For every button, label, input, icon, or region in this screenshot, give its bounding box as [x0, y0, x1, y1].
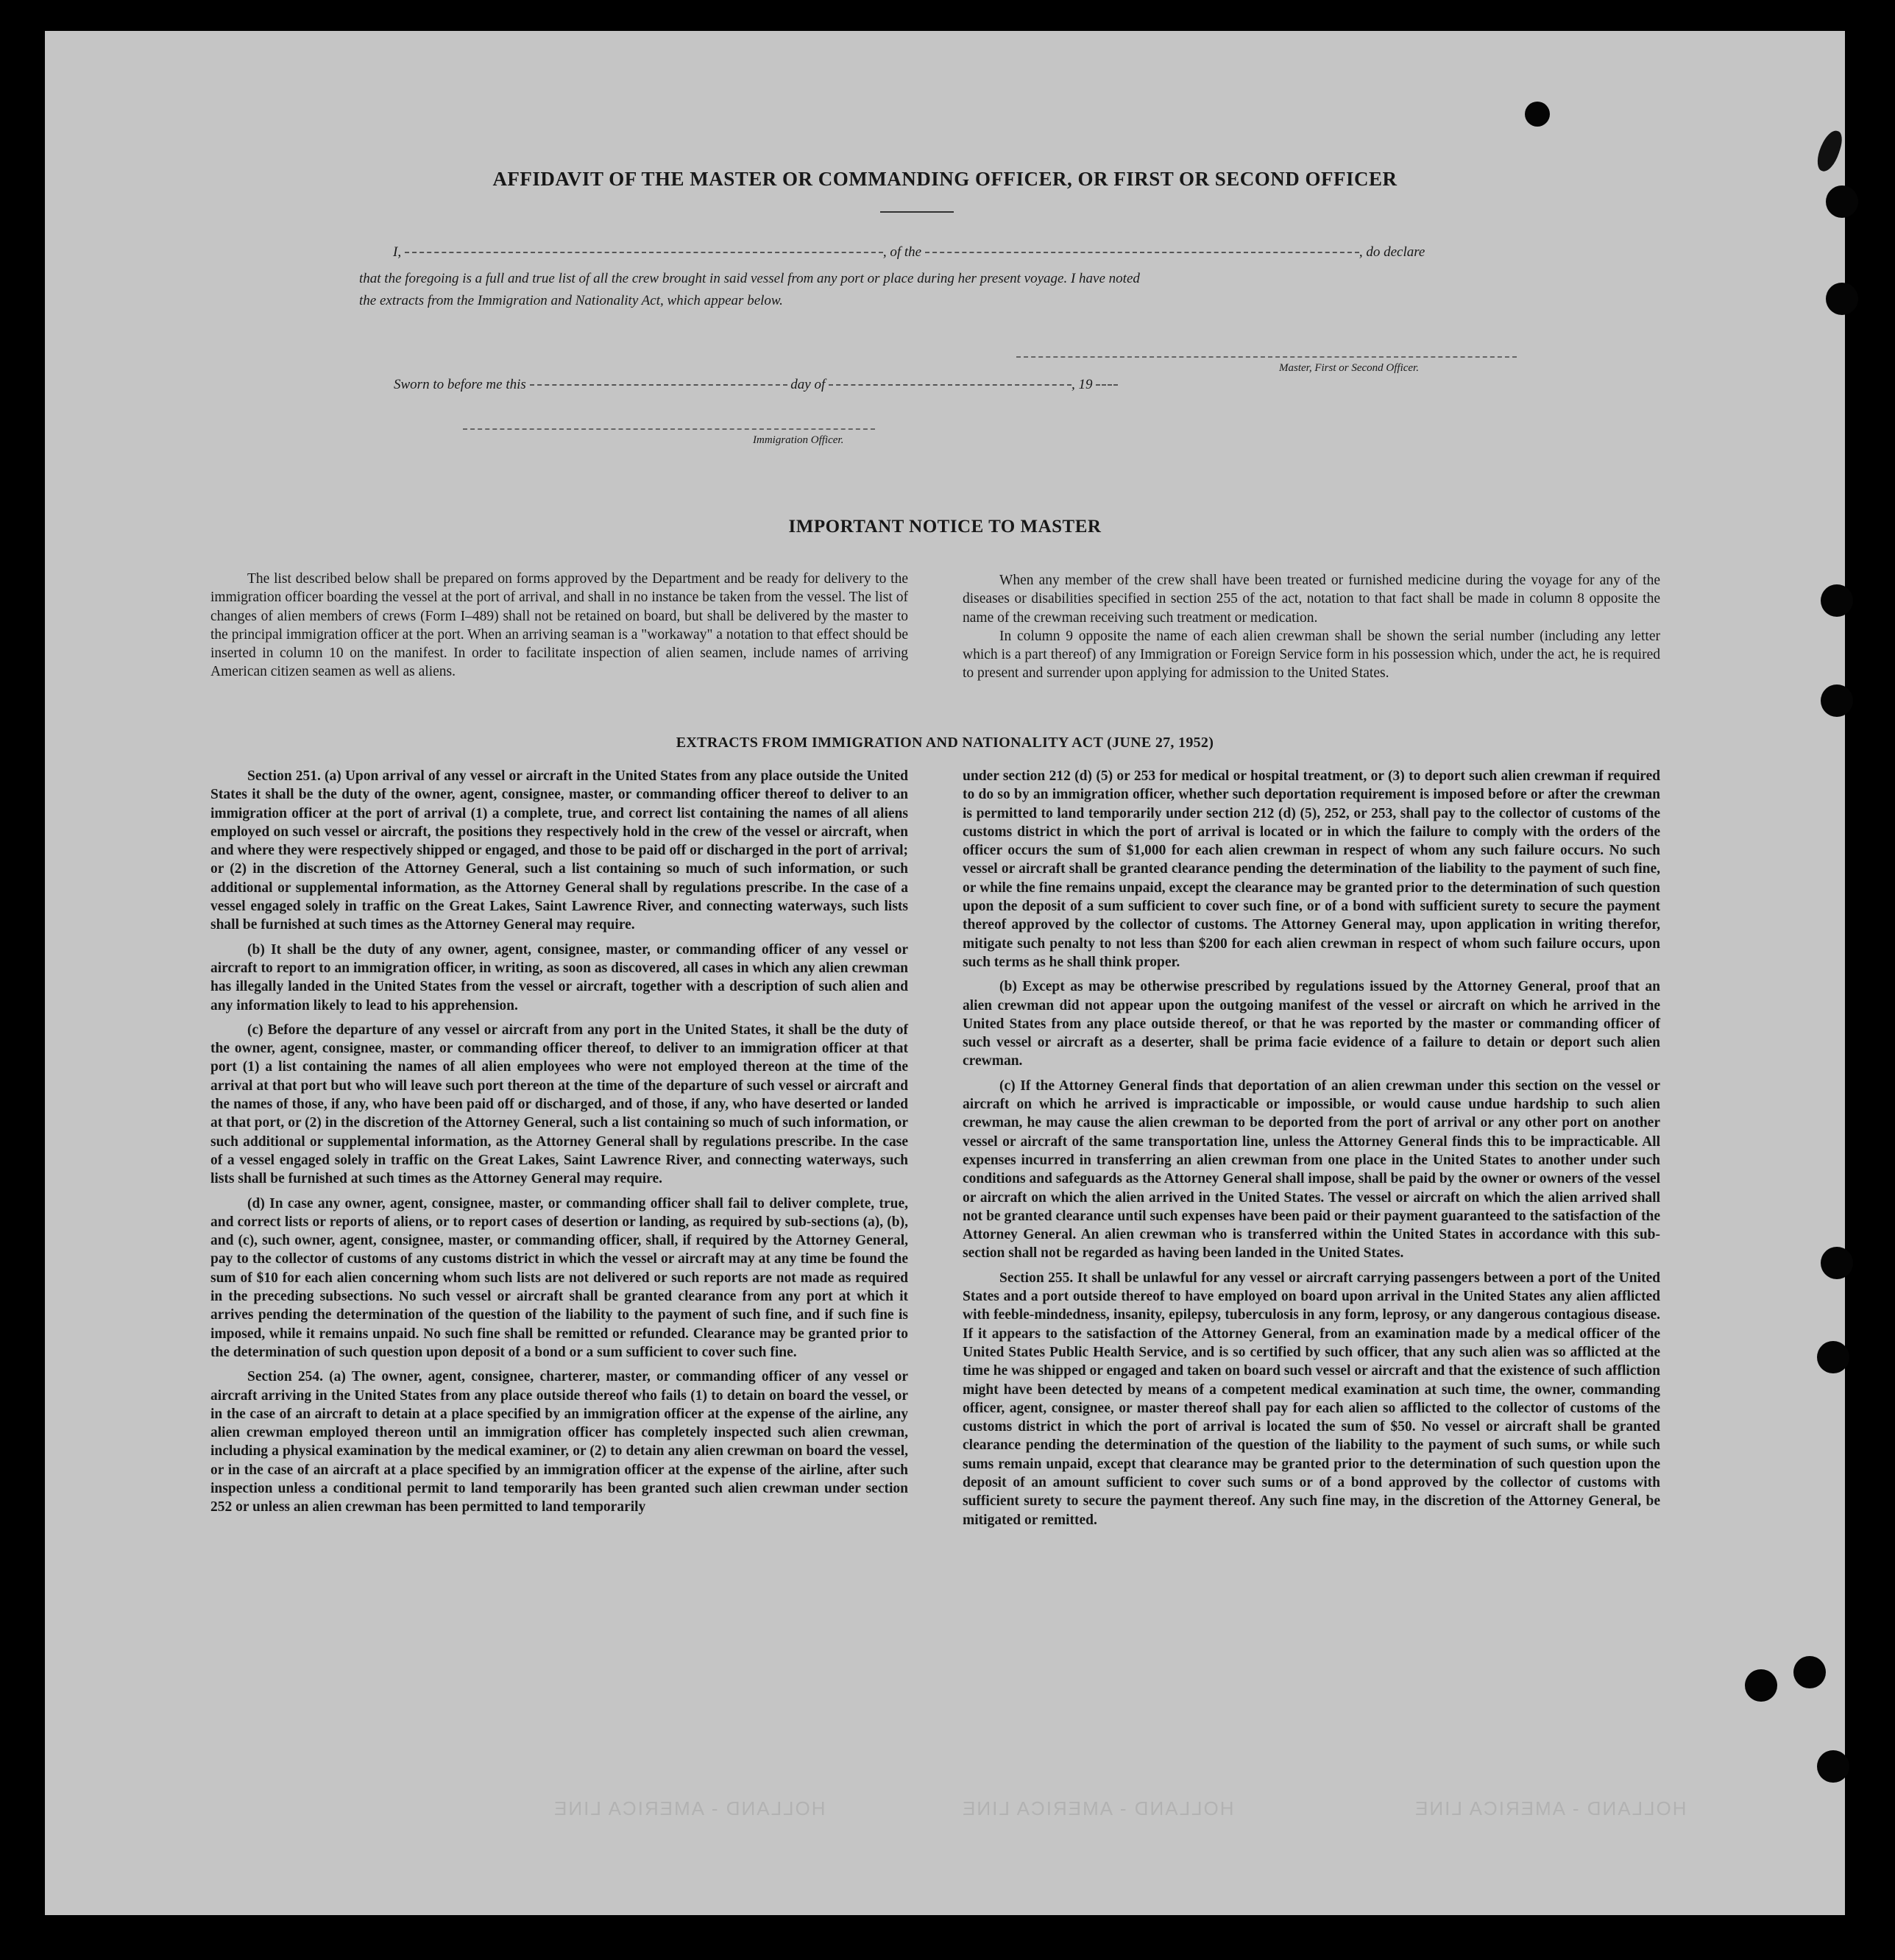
officer-caption: Immigration Officer.: [753, 434, 844, 446]
statute-paragraph: (b) Except as may be otherwise prescribed by regulations issued by the Attorney General, proof that an alien crewman did not appear upon the outgoing manifest of the vessel or aircraft on which he arrived in the United States from any place outside thereof, or that he was reported by the master or commanding officer of such vessel or aircraft as a deserter, shall be prima facie evidence of a failure to detain or deport such alien crewman.: [963, 979, 1660, 1069]
document-page: [45, 31, 1845, 1915]
binder-hole: [1821, 1247, 1853, 1279]
sworn-year: , 19: [1072, 377, 1093, 392]
binder-hole: [1821, 684, 1853, 717]
binder-hole: [1817, 1750, 1849, 1783]
sworn-date-blank: [530, 383, 787, 386]
declaration-line-3: the extracts from the Immigration and Nationality Act, which appear below.: [359, 293, 783, 308]
sworn-day-of: day of: [790, 377, 826, 392]
statute-paragraph: Section 255. It shall be unlawful for any vessel or aircraft carrying passengers between a port of the United States and a port outside thereof to have employed on board upon arrival in the United States any alien afflicted with feeble-mindedness, insanity, epilepsy, tuberculosis in any form, leprosy, or any dangerous contagious disease. If it appears to the satisfaction of the Attorney General, from an examination made by a medical officer of the United States Public Health Service, and is so certified by such officer, that any such alien was so afflicted at the time he was shipped or engaged and taken on board such vessel or aircraft and that the existence of such affliction might have been detected by means of a competent medical examination at such time, the owner, commanding officer, agent, consignee, or master thereof shall pay for each alien so afflicted to the collector of customs of the customs district in which the port of arrival is located the sum of $50. No vessel or aircraft shall be granted clearance pending the determination of the question of the liability to the payment of such sums, or while such sums remain unpaid, except that clearance may be granted prior to the determination of such question upon the deposit of an amount sufficient to cover such sums or of a bond approved by the collector of customs with sufficient surety to secure the payment thereof. Any such fine may, in the discretion of the Attorney General, be mitigated or remitted.: [963, 1270, 1660, 1528]
notice-title: IMPORTANT NOTICE TO MASTER: [788, 517, 1102, 537]
declaration-i: I,: [393, 244, 402, 260]
binder-hole: [1826, 283, 1858, 315]
notice-paragraph: When any member of the crew shall have been treated or furnished medicine during the voyage for any of the diseases or disabilities specified in section 255 of the act, notation to that fact shall be made in column 8 opposite the name of the crewman receiving such treatment or medication.: [963, 573, 1660, 626]
sworn-line: [394, 377, 1118, 393]
statute-paragraph: (b) It shall be the duty of any owner, agent, consignee, master, or commanding officer of any vessel or aircraft to report to an immigration officer, in writing, as soon as discovered, all cases in which any alien crewman has illegally landed in the United States from the vessel or aircraft, together with a description of such alien and any information likely to lead to his apprehension.: [210, 941, 908, 1013]
name-blank: [405, 251, 883, 253]
officer-signature-line: [463, 428, 875, 430]
declaration-line-2: that the foregoing is a full and true list of all the crew brought in said vessel from any port or place during her present voyage. I have noted: [359, 271, 1140, 286]
binder-hole: [1817, 1341, 1849, 1373]
notice-left-column: [210, 570, 908, 687]
statute-paragraph: (c) Before the departure of any vessel or aircraft from any port in the United States, it shall be the duty of the owner, agent, consignee, master, or commanding officer thereof, to deliver to an immigration officer at that port (1) a list containing the names of all alien employees who were not employed thereon at the time of the arrival at that port but who will leave such port thereon at the time of the departure of such vessel or aircraft and the names of those, if any, who have been paid off or discharged, and of those, if any, who have deserted or landed at that port, or (2) in the discretion of the Attorney General, such a list containing so much of such information, or such additional or supplemental information, as the Attorney General shall by regulations prescribe. In the case of a vessel engaged solely in traffic on the Great Lakes, Saint Lawrence River, and connecting waterways, such lists shall be furnished at such times as the Attorney General may require.: [210, 1022, 908, 1187]
declaration-of-the: , of the: [882, 244, 922, 260]
extracts-right-column: [963, 767, 1660, 1535]
title-underline: [880, 211, 954, 213]
vessel-blank: [925, 251, 1359, 253]
statute-paragraph: Section 251. (a) Upon arrival of any vessel or aircraft in the United States from any place outside the United States it shall be the duty of the owner, agent, consignee, master, or commanding officer thereof to deliver to an immigration officer at the port of arrival (1) a complete, true, and correct list containing the names of all aliens employed on such vessel or aircraft, the positions they respectively hold in the crew of the vessel or aircraft, when and where they were respectively shipped or engaged, and those to be paid off or discharged in the port of arrival; or (2) in the discretion of the Attorney General, such a list containing so much of such information, or such additional or supplemental information, as the Attorney General shall by regulations prescribe. In the case of a vessel engaged solely in traffic on the Great Lakes, Saint Lawrence River, and connecting waterways, such lists shall be furnished at such times as the Attorney General may require.: [210, 768, 908, 933]
bleed-through-stamp: HOLLAND - AMERICA LINE: [961, 1797, 1234, 1819]
master-signature-line: [1016, 356, 1517, 358]
sworn-month-blank: [829, 383, 1072, 386]
notice-right-column: [963, 571, 1660, 689]
binder-hole: [1745, 1669, 1777, 1702]
binder-hole: [1821, 584, 1853, 617]
declaration-do-declare: , do declare: [1359, 244, 1425, 260]
statute-paragraph: (d) In case any owner, agent, consignee, master, or commanding officer shall fail to deliver complete, true, and correct lists or reports of aliens, or to report cases of desertion or landing, as required by sub-sections (a), (b), and (c), such owner, agent, consignee, master, or commanding officer, shall, if required by the Attorney General, pay to the collector of customs of any customs district in which the vessel or aircraft may at any time be found the sum of $10 for each alien concerning whom such lists are not delivered or such reports are not made as required in the preceding subsections. No such vessel or aircraft shall be granted clearance from any port at which it arrives pending the determination of the question of the liability to the payment of such fine, and if such fine is imposed, while it remains unpaid. No such fine shall be remitted or refunded. Clearance may be granted prior to the determination of such question upon deposit of a bond or a sum sufficient to cover such fine.: [210, 1195, 908, 1360]
notice-paragraph: In column 9 opposite the name of each alien crewman shall be shown the serial number (including any letter which is a part thereof) of any Immigration or Foreign Service form in his possession which, under the act, he is required to present and surrender upon applying for admission to the United States.: [963, 628, 1660, 682]
extracts-left-column: [210, 767, 908, 1523]
bleed-through-stamp: HOLLAND - AMERICA LINE: [553, 1797, 826, 1819]
notice-paragraph: The list described below shall be prepared on forms approved by the Department and be ready for delivery to the immigration officer boarding the vessel at the port of arrival, and shall in no instance be taken from the vessel. The list of changes of alien members of crews (Form I–489) shall not be retained on board, but shall be delivered by the master to the principal immigration officer at the port. When an arriving seaman is a "workaway" a notation to that effect should be inserted in column 10 on the manifest. In order to facilitate inspection of alien seamen, include names of arriving American citizen seamen as well as aliens.: [210, 571, 908, 680]
sworn-year-blank: [1096, 383, 1118, 386]
binder-hole: [1793, 1656, 1826, 1688]
extracts-title: EXTRACTS FROM IMMIGRATION AND NATIONALITY ACT (JUNE 27, 1952): [676, 735, 1214, 751]
master-caption: Master, First or Second Officer.: [1279, 362, 1419, 374]
sworn-label: Sworn to before me this: [394, 377, 526, 392]
affidavit-title: AFFIDAVIT OF THE MASTER OR COMMANDING OFFICER, OR FIRST OR SECOND OFFICER: [492, 168, 1398, 190]
declaration-line-1: [393, 244, 1425, 261]
bleed-through-stamp: HOLLAND - AMERICA LINE: [1414, 1797, 1687, 1819]
statute-paragraph: under section 212 (d) (5) or 253 for medical or hospital treatment, or (3) to deport such alien crewman if required to do so by an immigration officer, whether such deportation requirement is imposed before or after the crewman is permitted to land temporarily under section 212 (d) (5), 252, or 253, shall pay to the collector of customs of the customs district in which the port of arrival is located or in which the failure to comply with the orders of the officer occurs the sum of $1,000 for each alien crewman in respect of whom any such failure occurs. No such vessel or aircraft shall be granted clearance pending the determination of the liability to the payment of such fine, or while the fine remains unpaid, except the clearance may be granted prior to the determination of such question upon the deposit of a sum sufficient to cover such fine, or of a bond with sufficient surety to secure the payment thereof approved by the collector of customs. The Attorney General may, upon application in writing therefor, mitigate such penalty to not less than $200 for each alien crewman in respect of whom such failure occurs, upon such terms as he shall think proper.: [963, 768, 1660, 970]
binder-hole: [1525, 102, 1550, 127]
statute-paragraph: Section 254. (a) The owner, agent, consignee, charterer, master, or commanding officer of any vessel or aircraft arriving in the United States from any place outside thereof who fails (1) to detain on board the vessel, or in the case of an aircraft to detain at a place specified by an immigration officer at the expense of the airline, any alien crewman employed thereon until an immigration officer has completely inspected such alien crewman, including a physical examination by the medical examiner, or (2) to detain any alien crewman on board the vessel, or in the case of an aircraft at a place specified by an immigration officer at the expense of the airline, after such inspection unless a conditional permit to land temporarily has been granted such alien crewman under section 252 or unless an alien crewman has been permitted to land temporarily: [210, 1369, 908, 1515]
statute-paragraph: (c) If the Attorney General finds that deportation of an alien crewman under this section on the vessel or aircraft on which he arrived is impracticable or impossible, or would cause undue hardship to such alien crewman, he may cause the alien crewman to be deported from the port of arrival or any other port on another vessel or aircraft of the same transportation line, unless the Attorney General finds this to be impracticable. All expenses incurred in transferring an alien crewman from one place in the United States to another under such conditions and safeguards as the Attorney General shall impose, shall be paid by the owner or owners of the vessel or aircraft on which the alien arrived in the United States. The vessel or aircraft on which the alien arrived shall not be granted clearance until such expenses have been paid or their payment guaranteed to the satisfaction of the Attorney General. An alien crewman who is transferred within the United States in accordance with this sub-section shall not be regarded as having been landed in the United States.: [963, 1078, 1660, 1262]
